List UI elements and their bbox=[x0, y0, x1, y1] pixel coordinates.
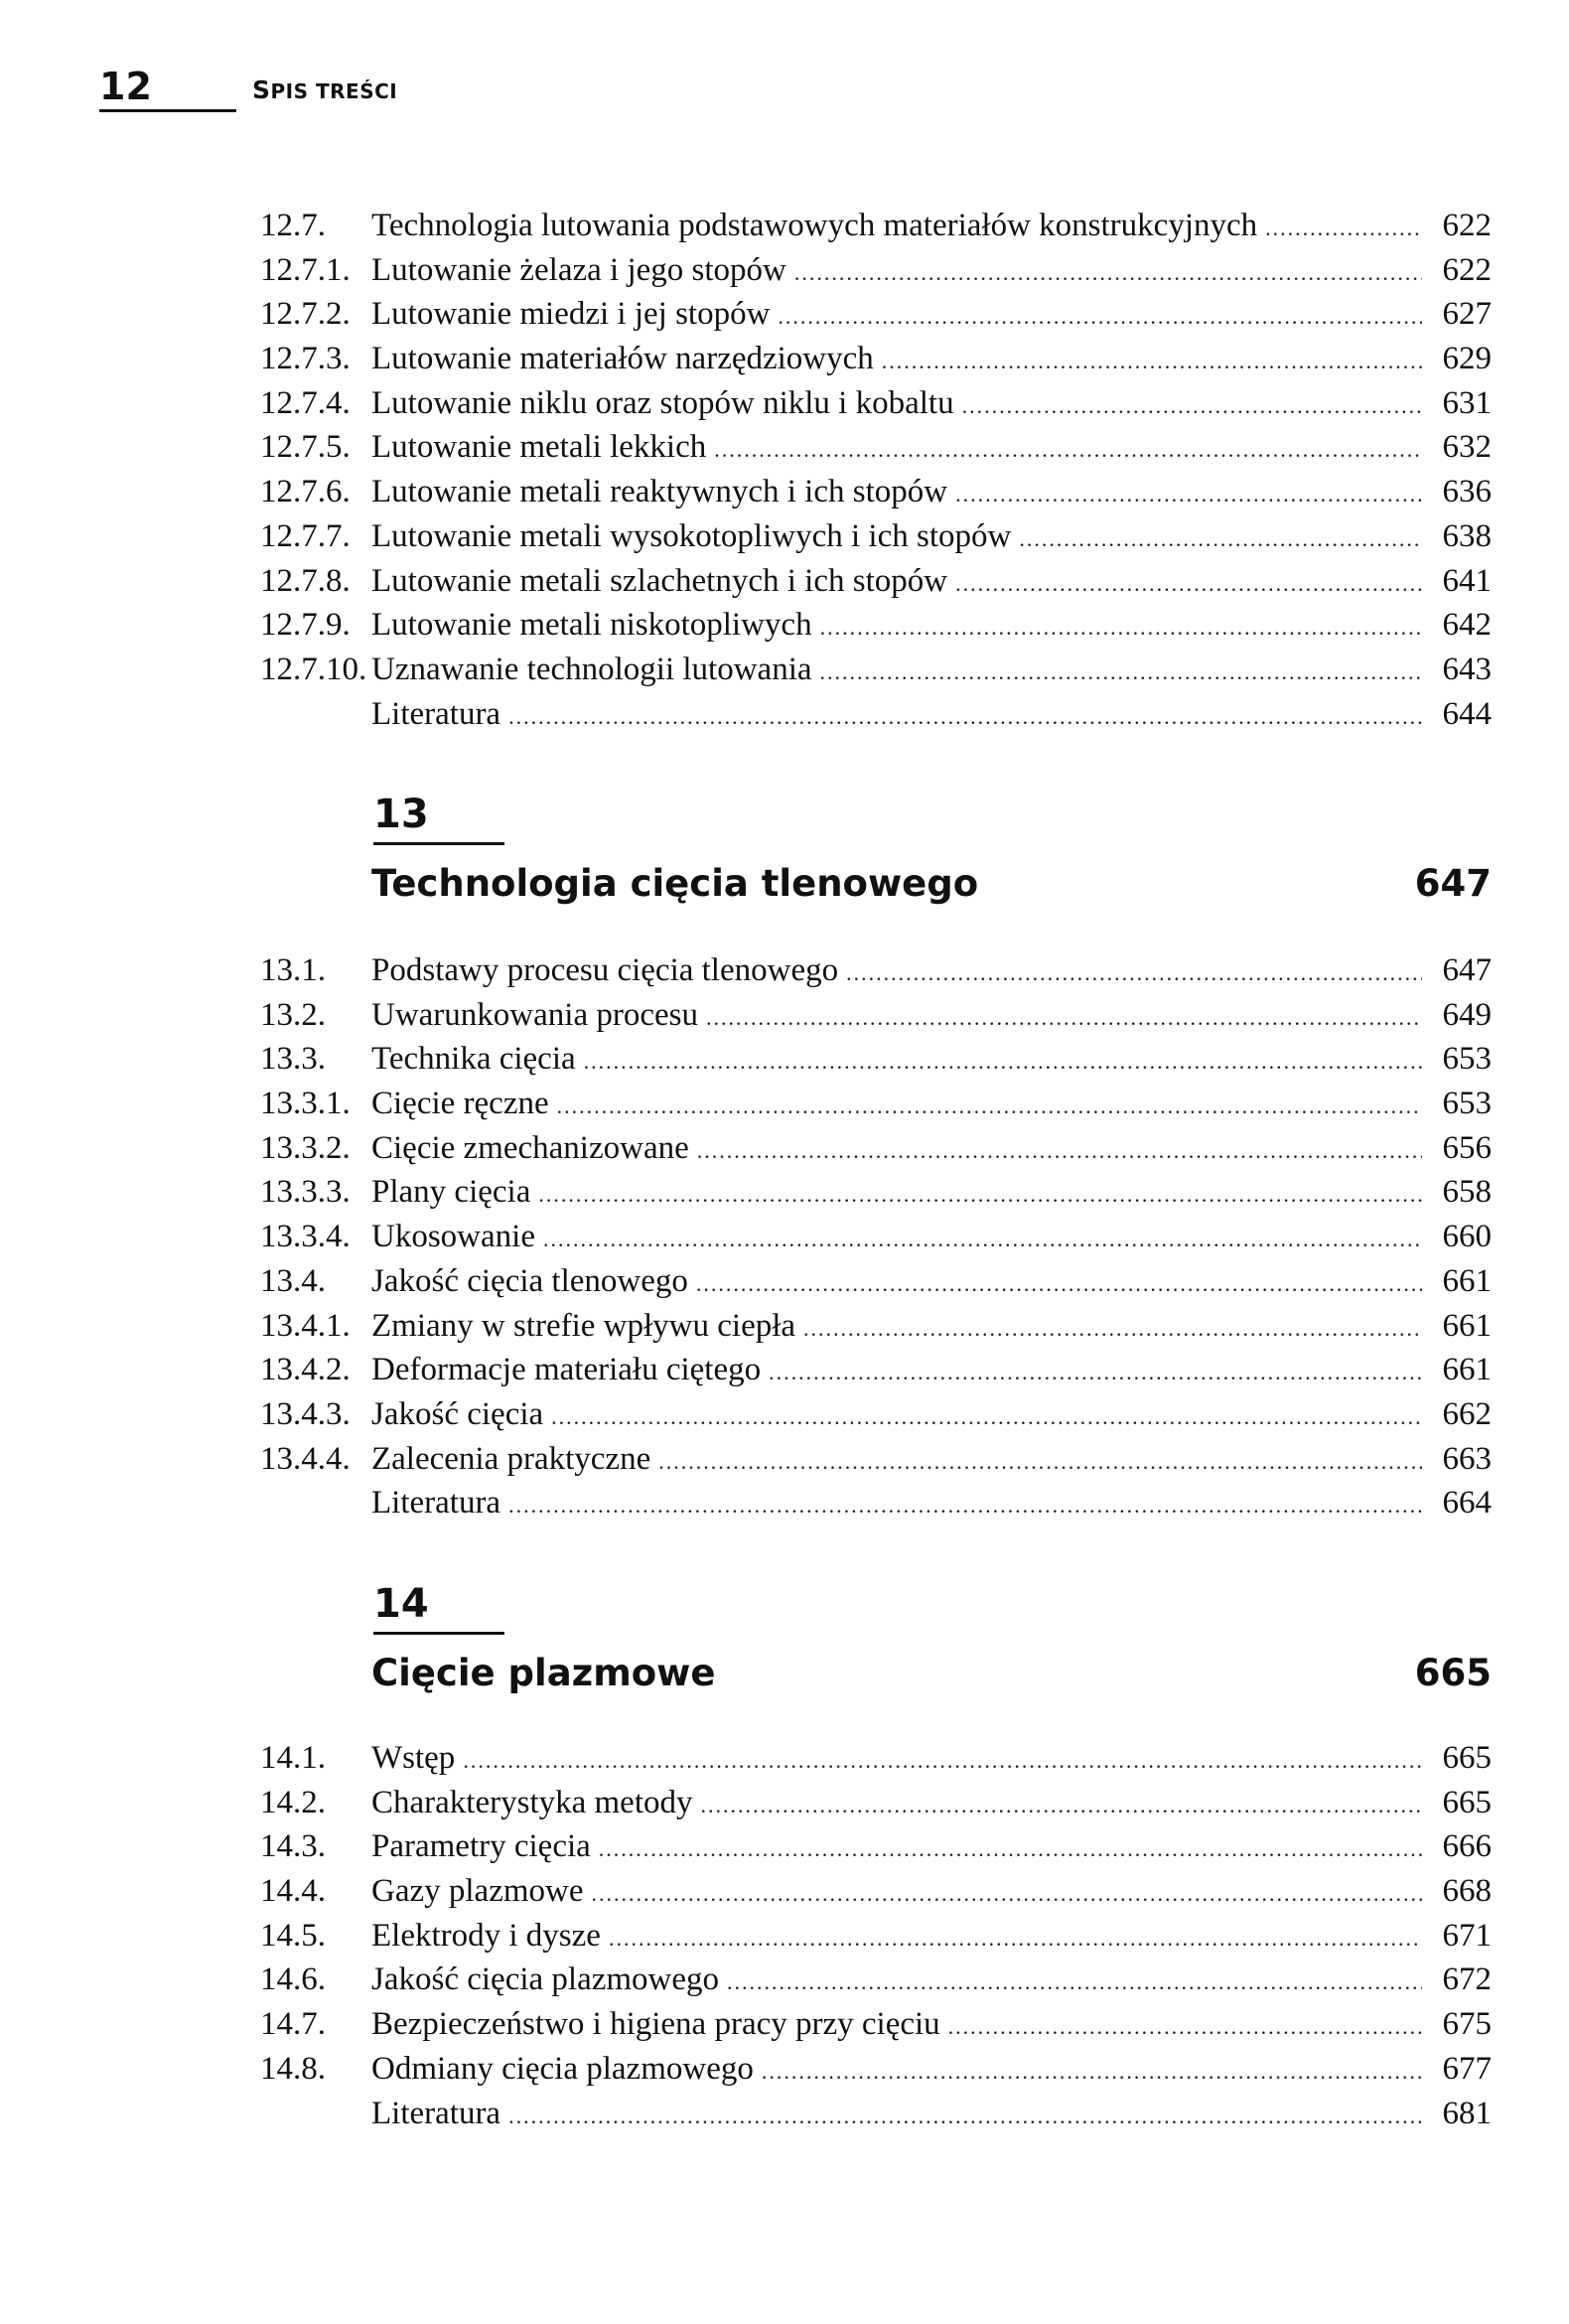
dot-leader bbox=[584, 1040, 1422, 1085]
toc-entry-page: 622 bbox=[1442, 208, 1492, 243]
toc-entry-page: 627 bbox=[1442, 296, 1492, 333]
dot-leader bbox=[727, 1961, 1422, 2005]
toc-entry bbox=[260, 692, 1492, 737]
dot-leader bbox=[551, 1395, 1422, 1440]
dot-leader bbox=[557, 1085, 1422, 1129]
toc-entry bbox=[260, 993, 1492, 1038]
toc-entry bbox=[260, 1259, 1492, 1304]
toc-entry bbox=[260, 337, 1492, 381]
toc-entry-title: Lutowanie niklu oraz stopów niklu i kobaltu bbox=[371, 384, 954, 421]
toc-entry-title: Lutowanie metali wysokotopliwych i ich stopów bbox=[371, 517, 1012, 554]
toc-entry-page: 675 bbox=[1442, 2006, 1492, 2043]
toc-entry-title: Zalecenia praktyczne bbox=[371, 1440, 651, 1477]
toc-entry-title: Uwarunkowania procesu bbox=[371, 996, 698, 1033]
dot-leader bbox=[697, 1129, 1422, 1174]
toc-entry-title: Technologia lutowania podstawowych materiałów konstrukcyjnych bbox=[371, 208, 1258, 243]
toc-entry-page: 665 bbox=[1442, 1740, 1492, 1776]
toc-entry bbox=[260, 470, 1492, 514]
toc-entry bbox=[260, 1869, 1492, 1914]
toc-entry-page: 658 bbox=[1442, 1174, 1492, 1211]
toc-entry bbox=[260, 1437, 1492, 1482]
chapter-14-page: 665 bbox=[1414, 1652, 1492, 1694]
toc-entry-number: 12.7.10. bbox=[260, 651, 367, 687]
chapter-14-title: Cięcie plazmowe bbox=[371, 1652, 716, 1694]
chapter-13-heading bbox=[371, 862, 1492, 905]
toc-entry-title: Elektrody i dysze bbox=[371, 1917, 601, 1954]
toc-entry bbox=[260, 1824, 1492, 1869]
toc-entry-page: 647 bbox=[1442, 952, 1492, 988]
toc-entry-title: Literatura bbox=[371, 1485, 501, 1522]
toc-section-12 bbox=[260, 204, 1492, 736]
toc-entry-title: Cięcie zmechanizowane bbox=[371, 1129, 689, 1166]
toc-entry bbox=[260, 1170, 1492, 1215]
toc-entry-title: Podstawy procesu cięcia tlenowego bbox=[371, 952, 839, 988]
toc-entry-number: 13.4.1. bbox=[260, 1307, 351, 1344]
toc-entry-title: Parametry cięcia bbox=[371, 1828, 591, 1865]
toc-entry bbox=[260, 603, 1492, 648]
toc-entry-title: Lutowanie żelaza i jego stopów bbox=[371, 251, 786, 288]
toc-entry-number: 14.4. bbox=[260, 1873, 326, 1910]
toc-entry-title: Jakość cięcia bbox=[371, 1395, 544, 1432]
toc-entry-page: 661 bbox=[1442, 1352, 1492, 1388]
toc-entry bbox=[260, 425, 1492, 470]
toc-entry-number: 14.5. bbox=[260, 1917, 326, 1954]
toc-entry bbox=[260, 2092, 1492, 2136]
dot-leader bbox=[609, 1917, 1422, 1961]
toc-entry bbox=[260, 2002, 1492, 2047]
toc-entry-page: 638 bbox=[1442, 517, 1492, 554]
dot-leader bbox=[955, 473, 1422, 517]
dot-leader bbox=[778, 295, 1422, 340]
toc-entry-title: Lutowanie metali niskotopliwych bbox=[371, 607, 812, 644]
dot-leader bbox=[820, 651, 1422, 695]
dot-leader bbox=[599, 1827, 1422, 1872]
toc-entry-number: 12.7.8. bbox=[260, 562, 351, 599]
toc-entry-title: Technika cięcia bbox=[371, 1041, 576, 1078]
toc-entry bbox=[260, 1392, 1492, 1437]
toc-entry-number: 14.2. bbox=[260, 1784, 326, 1820]
toc-entry-title: Jakość cięcia tlenowego bbox=[371, 1262, 688, 1299]
toc-entry bbox=[260, 1781, 1492, 1825]
toc-entry-page: 677 bbox=[1442, 2050, 1492, 2087]
toc-entry-page: 643 bbox=[1442, 651, 1492, 687]
toc-entry-number: 14.8. bbox=[260, 2050, 326, 2087]
toc-entry-page: 629 bbox=[1442, 341, 1492, 377]
dot-leader bbox=[803, 1307, 1422, 1352]
toc-entry-title: Bezpieczeństwo i higiena pracy przy cięciu bbox=[371, 2006, 940, 2043]
toc-entry-number: 12.7.4. bbox=[260, 384, 351, 421]
toc-chapter-13 bbox=[260, 948, 1492, 1525]
toc-entry-number: 13.3.4. bbox=[260, 1219, 351, 1255]
toc-entry-title: Charakterystyka metody bbox=[371, 1784, 693, 1820]
dot-leader bbox=[706, 996, 1422, 1041]
toc-entry-page: 664 bbox=[1442, 1485, 1492, 1522]
toc-entry-page: 661 bbox=[1442, 1307, 1492, 1344]
toc-entry bbox=[260, 204, 1492, 248]
toc-entry-number: 13.3.3. bbox=[260, 1174, 351, 1211]
chapter-14-heading bbox=[371, 1652, 1492, 1694]
dot-leader bbox=[543, 1218, 1422, 1262]
dot-leader bbox=[955, 562, 1422, 607]
dot-leader bbox=[592, 1872, 1423, 1917]
dot-leader bbox=[882, 340, 1422, 384]
toc-entry-title: Lutowanie materiałów narzędziowych bbox=[371, 341, 874, 377]
toc-entry-number: 13.2. bbox=[260, 996, 326, 1033]
toc-entry-number: 13.4. bbox=[260, 1262, 326, 1299]
toc-entry-page: 649 bbox=[1442, 996, 1492, 1033]
toc-entry bbox=[260, 1037, 1492, 1082]
toc-entry-number: 12.7.7. bbox=[260, 517, 351, 554]
toc-entry-page: 622 bbox=[1442, 251, 1492, 288]
toc-entry-title: Cięcie ręczne bbox=[371, 1086, 549, 1122]
toc-entry-title: Lutowanie metali szlachetnych i ich stopów bbox=[371, 562, 948, 599]
dot-leader bbox=[696, 1262, 1422, 1307]
toc-entry-page: 636 bbox=[1442, 474, 1492, 510]
toc-entry bbox=[260, 648, 1492, 692]
page-number: 12 bbox=[99, 68, 236, 112]
toc-entry-page: 641 bbox=[1442, 562, 1492, 599]
toc-entry-number: 13.4.3. bbox=[260, 1395, 351, 1432]
dot-leader bbox=[762, 2050, 1422, 2095]
toc-entry-number: 14.3. bbox=[260, 1828, 326, 1865]
toc-entry-page: 642 bbox=[1442, 607, 1492, 644]
toc-entry bbox=[260, 1958, 1492, 2002]
toc-entry-number: 14.6. bbox=[260, 1961, 326, 1998]
dot-leader bbox=[658, 1440, 1422, 1485]
toc-entry-number: 13.3.2. bbox=[260, 1129, 351, 1166]
dot-leader bbox=[508, 1484, 1422, 1528]
toc-entry-title: Lutowanie metali reaktywnych i ich stopów bbox=[371, 474, 948, 510]
toc-entry-page: 666 bbox=[1442, 1828, 1492, 1865]
toc-entry-number: 12.7.9. bbox=[260, 607, 351, 644]
chapter-13-page: 647 bbox=[1414, 862, 1492, 905]
toc-entry-page: 681 bbox=[1442, 2095, 1492, 2131]
toc-entry-page: 632 bbox=[1442, 429, 1492, 466]
toc-chapter-14 bbox=[260, 1736, 1492, 2135]
dot-leader bbox=[538, 1173, 1422, 1218]
toc-entry bbox=[260, 2047, 1492, 2092]
dot-leader bbox=[820, 606, 1422, 651]
toc-entry-title: Deformacje materiału ciętego bbox=[371, 1352, 762, 1388]
toc-entry-page: 660 bbox=[1442, 1219, 1492, 1255]
toc-entry-number: 13.4.2. bbox=[260, 1352, 351, 1388]
running-title bbox=[252, 75, 397, 112]
toc-entry-page: 665 bbox=[1442, 1784, 1492, 1820]
toc-entry-title: Plany cięcia bbox=[371, 1174, 531, 1211]
toc-entry-title: Zmiany w strefie wpływu ciepła bbox=[371, 1307, 796, 1344]
toc-entry-title: Odmiany cięcia plazmowego bbox=[371, 2050, 754, 2087]
toc-entry-page: 672 bbox=[1442, 1961, 1492, 1998]
dot-leader bbox=[463, 1739, 1422, 1784]
dot-leader bbox=[701, 1784, 1423, 1828]
chapter-13-number: 13 bbox=[373, 795, 504, 845]
toc-entry-number: 14.7. bbox=[260, 2006, 326, 2043]
dot-leader bbox=[948, 2005, 1422, 2050]
toc-entry-title: Wstęp bbox=[371, 1740, 456, 1776]
toc-entry-title: Gazy plazmowe bbox=[371, 1873, 584, 1910]
toc-entry-page: 668 bbox=[1442, 1873, 1492, 1910]
chapter-13-title: Technologia cięcia tlenowego bbox=[371, 862, 979, 905]
toc-entry-page: 653 bbox=[1442, 1086, 1492, 1122]
toc-entry-page: 671 bbox=[1442, 1917, 1492, 1954]
toc-entry bbox=[260, 1126, 1492, 1171]
dot-leader bbox=[508, 2095, 1422, 2139]
toc-entry bbox=[260, 559, 1492, 604]
chapter-14-number: 14 bbox=[373, 1584, 504, 1635]
toc-entry-number: 13.3. bbox=[260, 1041, 326, 1078]
running-title-rest: PIS TREŚCI bbox=[270, 79, 398, 103]
toc-entry-number: 12.7.3. bbox=[260, 341, 351, 377]
toc-entry-number: 13.1. bbox=[260, 952, 326, 988]
dot-leader bbox=[769, 1351, 1422, 1395]
toc-entry-page: 653 bbox=[1442, 1041, 1492, 1078]
toc-entry-title: Literatura bbox=[371, 2095, 501, 2131]
toc-entry-page: 644 bbox=[1442, 695, 1492, 732]
toc-entry bbox=[260, 248, 1492, 293]
toc-entry bbox=[260, 948, 1492, 993]
toc-entry bbox=[260, 1304, 1492, 1349]
toc-entry-title: Uznawanie technologii lutowania bbox=[371, 651, 812, 687]
dot-leader bbox=[846, 951, 1422, 996]
toc-entry-title: Lutowanie miedzi i jej stopów bbox=[371, 296, 771, 333]
toc-entry-title: Literatura bbox=[371, 695, 501, 732]
toc-entry bbox=[260, 381, 1492, 426]
running-title-initial: S bbox=[252, 75, 271, 104]
dot-leader bbox=[508, 695, 1422, 740]
toc-entry-page: 631 bbox=[1442, 384, 1492, 421]
toc-entry-page: 661 bbox=[1442, 1262, 1492, 1299]
toc-entry-page: 663 bbox=[1442, 1440, 1492, 1477]
toc-entry-title: Ukosowanie bbox=[371, 1219, 535, 1255]
toc-entry bbox=[260, 1082, 1492, 1126]
toc-entry-number: 12.7. bbox=[260, 208, 326, 243]
toc-entry-title: Lutowanie metali lekkich bbox=[371, 429, 707, 466]
running-head bbox=[99, 65, 398, 112]
toc-entry bbox=[260, 1215, 1492, 1259]
toc-entry bbox=[260, 292, 1492, 337]
dot-leader bbox=[714, 428, 1422, 473]
dot-leader bbox=[1019, 517, 1422, 562]
toc-entry-number: 12.7.2. bbox=[260, 296, 351, 333]
toc-entry-number: 12.7.5. bbox=[260, 429, 351, 466]
toc-entry-number: 13.4.4. bbox=[260, 1440, 351, 1477]
toc-entry-number: 14.1. bbox=[260, 1740, 326, 1776]
dot-leader bbox=[1265, 207, 1422, 251]
toc-entry bbox=[260, 1481, 1492, 1525]
toc-entry bbox=[260, 1914, 1492, 1959]
toc-entry bbox=[260, 1736, 1492, 1781]
toc-entry-page: 662 bbox=[1442, 1395, 1492, 1432]
dot-leader bbox=[962, 384, 1422, 429]
toc-entry-number: 13.3.1. bbox=[260, 1086, 351, 1122]
dot-leader bbox=[794, 251, 1422, 296]
toc-entry-number: 12.7.1. bbox=[260, 251, 351, 288]
toc-entry-number: 12.7.6. bbox=[260, 474, 351, 510]
toc-entry-page: 656 bbox=[1442, 1129, 1492, 1166]
toc-entry bbox=[260, 514, 1492, 559]
toc-entry-title: Jakość cięcia plazmowego bbox=[371, 1961, 720, 1998]
toc-entry bbox=[260, 1348, 1492, 1392]
